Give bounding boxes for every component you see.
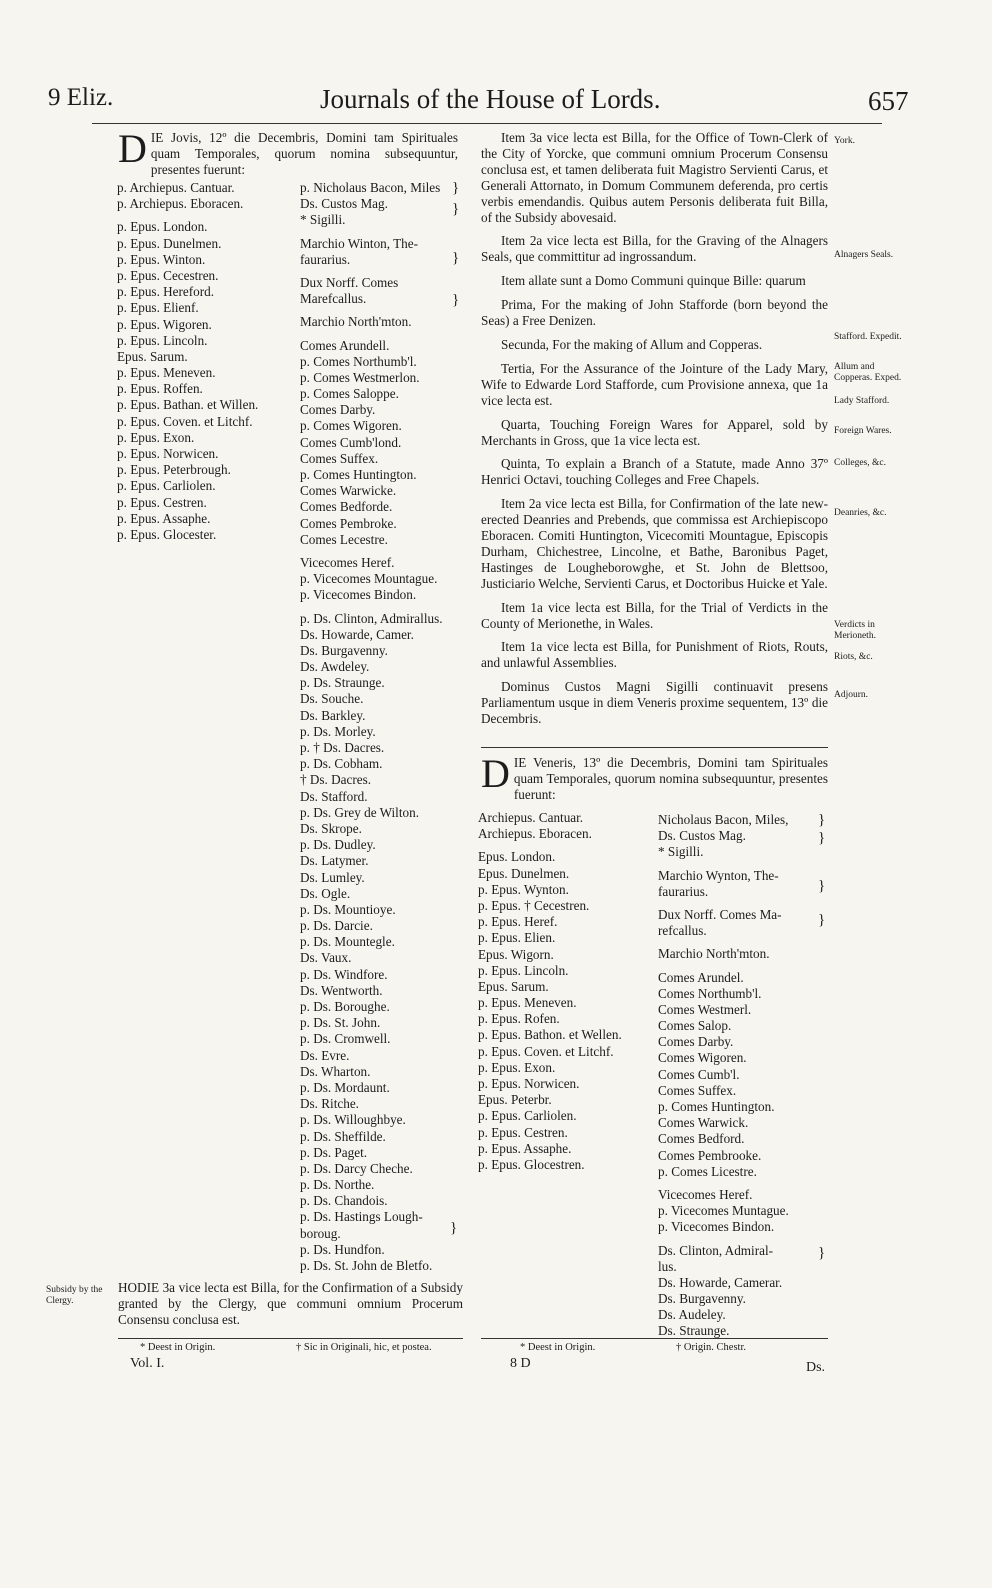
session-intro-left: [118, 126, 458, 178]
bracket: }: [450, 1220, 458, 1236]
sidenote: Alnagers Seals.: [834, 250, 894, 260]
list-item: Comes Bedforde.: [300, 499, 393, 515]
list-item: p. † Ds. Dacres.: [300, 740, 385, 755]
list-gap: [300, 331, 443, 338]
list-item: p. Ds. Willoughbye.: [300, 1112, 406, 1128]
list-item: Ds. Howarde, Camerar.: [658, 1274, 783, 1290]
list-item: p. Ds. Mordaunt.: [300, 1079, 390, 1095]
list-item: Ds. Latymer.: [300, 853, 369, 869]
list-item: p. Epus. Assaphe.: [117, 510, 211, 526]
volume-signature: Vol. I.: [130, 1356, 165, 1371]
list-item: p. Epus. Lincoln.: [117, 332, 208, 348]
header-rule: [92, 123, 882, 124]
list-item: p. Epus. Cestren.: [478, 1124, 568, 1140]
catchword: Ds.: [806, 1360, 826, 1375]
paragraph: Secunda, For the making of Allum and Copperas.: [501, 336, 763, 352]
list-item: Marefcallus.: [300, 291, 367, 307]
list-gap: [300, 548, 443, 555]
paragraph: Prima, For the making of John Stafforde (born beyond the Seas) a Free Denizen.: [481, 297, 828, 329]
list-gap: [300, 268, 443, 275]
list-item: Ds. Souche.: [300, 691, 364, 707]
list-item: p. Ds. Paget.: [300, 1144, 368, 1160]
list-item: p. Archiepus. Cantuar.: [117, 180, 235, 195]
list-item: † Ds. Dacres.: [300, 772, 372, 788]
list-item: p. Comes Wigoren.: [300, 418, 402, 434]
paragraph: Dominus Custos Magni Sigilli continuavit presens Parliamentum usque in diem Veneris proxime sequentem, 13º die Decembris.: [481, 679, 828, 727]
list-item: p. Ds. Boroughe.: [300, 999, 390, 1014]
list-item: p. Vicecomes Bindon.: [300, 587, 417, 603]
list-item: p. Epus. Bathon. et Wellen.: [478, 1027, 622, 1043]
list-item: p. Epus. Elien.: [478, 930, 556, 946]
list-item: p. Ds. Windfore.: [300, 966, 388, 982]
list-item: Ds. Custos Mag.: [300, 196, 388, 212]
list-item: Marchio North'mton.: [658, 946, 770, 962]
list-item: Comes Cumb'lond.: [300, 434, 402, 450]
list-item: p. Ds. Hundfon.: [300, 1241, 385, 1257]
footnote-rule: [481, 1338, 828, 1339]
list-item: p. Epus. Roffen.: [117, 381, 203, 397]
list-item: Ds. Wharton.: [300, 1063, 371, 1079]
sidenote-subsidy: Subsidy by the Clergy.: [46, 1285, 103, 1306]
list-gap: [658, 1236, 789, 1243]
list-item: p. Ds. Darcy Cheche.: [300, 1160, 413, 1176]
list-item: Vicecomes Heref.: [300, 554, 395, 570]
list-item: Comes Northumb'l.: [658, 985, 762, 1001]
bracket: }: [452, 201, 460, 217]
list-item: Comes Arundel.: [658, 969, 744, 985]
list-item: Ds. Custos Mag.: [658, 828, 746, 844]
list-item: p. Comes Westmerlon.: [300, 369, 420, 385]
list-item: Ds. Stafford.: [300, 788, 368, 804]
list-item: p. Ds. Hastings Lough-: [300, 1209, 423, 1225]
list-item: refcallus.: [658, 923, 707, 939]
temporal-lords-list-right: [658, 812, 789, 1340]
list-item: p. Epus. Dunelmen.: [117, 235, 222, 251]
footnote: † Origin. Chestr.: [676, 1342, 746, 1353]
list-item: p. Ds. Northe.: [300, 1177, 375, 1193]
sidenote: Foreign Wares.: [834, 426, 892, 436]
sidenote: Riots, &c.: [834, 652, 873, 662]
list-item: p. Ds. Morley.: [300, 723, 376, 739]
list-item: p. Comes Saloppe.: [300, 386, 399, 402]
list-item: Comes Warwick.: [658, 1115, 749, 1131]
list-gap: [478, 842, 622, 849]
list-item: p. Ds. Mountegle.: [300, 934, 395, 950]
footnote: * Deest in Origin.: [140, 1342, 216, 1353]
list-item: p. Vicecomes Bindon.: [658, 1219, 775, 1235]
list-gap: [300, 229, 443, 236]
list-item: p. Ds. Cromwell.: [300, 1031, 391, 1047]
list-item: p. Ds. Darcie.: [300, 918, 373, 934]
subsidy-paragraph: HODIE 3a vice lecta est Billa, for the Confirmation of a Subsidy granted by the Clergy, que communi omnium Procerum Consensu conclusa est.: [118, 1280, 463, 1327]
list-gap: [300, 604, 443, 611]
list-item: p. Ds. Dudley.: [300, 837, 376, 853]
intro-text: IE Veneris, 13º die Decembris, Domini tam Spirituales quam Temporales, quorum nomina subsequuntur, presentes fuerunt:: [513, 755, 828, 802]
list-item: p. Epus. Glocester.: [117, 526, 217, 542]
list-item: Epus. Peterbr.: [478, 1092, 552, 1108]
bracket: }: [452, 180, 460, 196]
list-item: p. Ds. Cobham.: [300, 756, 383, 772]
list-item: Dux Norff. Comes: [300, 274, 399, 290]
footnote: † Sic in Originali, hic, et postea.: [296, 1342, 432, 1353]
list-item: Comes Pembrooke.: [658, 1147, 762, 1163]
list-item: Marchio Wynton, The-: [658, 867, 779, 883]
bracket: }: [818, 1245, 826, 1261]
list-item: p. Comes Licestre.: [658, 1163, 757, 1179]
list-item: Epus. Sarum.: [117, 348, 188, 364]
list-item: p. Ds. St. John.: [300, 1015, 381, 1031]
sidenote: Stafford. Expedit.: [834, 332, 902, 342]
paragraph: Quinta, To explain a Branch of a Statute, made Anno 37º Henrici Octavi, touching Colleges and Free Chapels.: [481, 456, 828, 488]
list-item: Comes Darby.: [300, 402, 376, 418]
list-item: Ds. Awdeley.: [300, 659, 370, 675]
list-item: p. Epus. Norwicen.: [478, 1076, 580, 1091]
list-item: Comes Warwicke.: [300, 483, 397, 499]
list-item: Comes Arundell.: [300, 337, 390, 353]
list-gap: [658, 939, 789, 946]
list-item: Epus. Dunelmen.: [478, 865, 570, 881]
paragraph: Item 2a vice lecta est Billa, for Confirmation of the late new-erected Deanries and Prebends, que commissa est Archiepiscopo Eboracen. Comiti Huntington, Vicecomiti Mountague, Episcopis Durham, Chichestree, Lincolne, et Bathe, Baronibus Paget, Hastinges de Lougheborowghe, et St. John de Blettsoo, Justiciario Welche, Servienti Carus, et Doctoribus Huicke et Yale.: [481, 496, 828, 591]
list-item: Vicecomes Heref.: [658, 1186, 753, 1202]
list-item: p. Epus. Cecestren.: [117, 267, 219, 283]
list-item: faurarius.: [300, 251, 351, 267]
list-item: p. Epus. Lincoln.: [478, 962, 569, 978]
gathering-signature: 8 D: [510, 1356, 531, 1371]
list-item: Comes Cumb'l.: [658, 1066, 740, 1082]
list-item: Ds. Burgavenny.: [658, 1291, 746, 1307]
list-item: p. Epus. Winton.: [117, 251, 206, 267]
list-item: Archiepus. Eboracen.: [478, 826, 592, 842]
list-item: p. Nicholaus Bacon, Miles: [300, 180, 441, 195]
list-gap: [300, 307, 443, 314]
list-item: Ds. Howarde, Camer.: [300, 626, 414, 642]
list-item: p. Epus. Peterbrough.: [117, 462, 231, 478]
page-number: 657: [868, 86, 909, 116]
list-item: * Sigilli.: [300, 212, 346, 228]
list-item: p. Comes Huntington.: [658, 1099, 775, 1114]
list-item: Comes Pembroke.: [300, 515, 397, 531]
list-item: p. Vicecomes Muntague.: [658, 1203, 789, 1219]
list-item: p. Epus. Glocestren.: [478, 1156, 585, 1172]
page-title: Journals of the House of Lords.: [320, 84, 661, 114]
paragraph: Item 3a vice lecta est Billa, for the Office of Town-Clerk of the City of Yorcke, que communi omnium Procerum Consensu conclusa est, et tamen deliberata fuit Magistro Servienti Carus, et Generali Attornato, in Domum Communem deferenda, pro certis verbis emendandis. Quibus autem Personis deliberata fuit Billa, of the Subsidy abovesaid.: [481, 130, 828, 225]
list-gap: [117, 212, 258, 219]
spiritual-lords-list-right: [478, 810, 622, 1173]
list-item: Ds. Ogle.: [300, 885, 351, 901]
bracket: }: [818, 912, 826, 928]
list-item: Ds. Vaux.: [300, 950, 352, 966]
list-item: p. Comes Northumb'l.: [300, 353, 417, 369]
drop-cap: D: [118, 126, 147, 171]
list-item: Marchio Winton, The-: [300, 235, 419, 251]
list-item: Marchio North'mton.: [300, 314, 412, 330]
list-item: p. Epus. Exon.: [117, 429, 195, 445]
list-item: p. Epus. Norwicen.: [117, 446, 219, 461]
list-item: p. Ds. Clinton, Admirallus.: [300, 610, 443, 626]
session-intro-right: [481, 751, 828, 803]
bracket: }: [452, 292, 460, 308]
sidenote: Allum and Copperas. Exped.: [834, 362, 902, 383]
sidenote: Adjourn.: [834, 690, 869, 700]
sidenote: Deanries, &c.: [834, 508, 887, 518]
list-item: p. Epus. Carliolen.: [478, 1108, 577, 1124]
list-item: p. Epus. Meneven.: [478, 995, 577, 1011]
list-item: Ds. Evre.: [300, 1047, 350, 1063]
list-item: lus.: [658, 1258, 677, 1274]
list-item: Ds. Lumley.: [300, 869, 365, 885]
list-item: p. Epus. Assaphe.: [478, 1140, 572, 1156]
paragraph: Item 2a vice lecta est Billa, for the Graving of the Alnagers Seals, que committitur ad ingrossandum.: [481, 233, 828, 265]
list-item: Epus. Sarum.: [478, 978, 549, 994]
footnote-rule: [118, 1338, 463, 1339]
intro-text: IE Jovis, 12º die Decembris, Domini tam Spirituales quam Temporales, quorum nomina subsequuntur, presentes fuerunt:: [150, 130, 458, 177]
list-item: p. Epus. Cestren.: [117, 494, 207, 510]
list-item: p. Comes Huntington.: [300, 467, 417, 482]
list-gap: [658, 1180, 789, 1187]
list-item: p. Ds. Chandois.: [300, 1193, 388, 1209]
list-gap: [658, 861, 789, 868]
list-item: Ds. Skrope.: [300, 820, 362, 836]
sidenote: Lady Stafford.: [834, 396, 890, 406]
list-item: p. Epus. † Cecestren.: [478, 897, 590, 913]
list-item: p. Epus. Coven. et Litchf.: [478, 1043, 614, 1059]
list-item: p. Epus. Exon.: [478, 1059, 556, 1075]
list-item: p. Archiepus. Eboracen.: [117, 196, 244, 212]
running-head-left: 9 Eliz.: [48, 84, 114, 111]
list-item: boroug.: [300, 1225, 341, 1241]
paragraph: Tertia, For the Assurance of the Jointure of the Lady Mary, Wife to Edwarde Lord Stafforde, cum Provisione annexa, que 1a vice lecta est.: [481, 360, 828, 408]
list-item: Ds. Straunge.: [658, 1323, 730, 1339]
list-gap: [658, 900, 789, 907]
list-item: Epus. London.: [478, 849, 556, 865]
list-item: p. Ds. Grey de Wilton.: [300, 804, 419, 820]
list-item: Ds. Barkley.: [300, 707, 366, 723]
list-item: p. Epus. Wigoren.: [117, 316, 212, 332]
list-item: faurarius.: [658, 883, 709, 899]
list-item: p. Vicecomes Mountague.: [300, 571, 438, 587]
list-item: p. Epus. London.: [117, 219, 208, 235]
list-item: p. Epus. Rofen.: [478, 1011, 560, 1027]
sidenote: Colleges, &c.: [834, 458, 886, 468]
list-item: p. Ds. Straunge.: [300, 675, 385, 691]
list-gap: [658, 963, 789, 970]
list-item: p. Epus. Wynton.: [478, 881, 569, 897]
list-item: Dux Norff. Comes Ma-: [658, 906, 782, 922]
footnote: * Deest in Origin.: [520, 1342, 596, 1353]
sidenotes-column: [834, 130, 904, 730]
list-item: p. Epus. Meneven.: [117, 365, 216, 381]
list-item: Comes Bedford.: [658, 1131, 745, 1147]
list-item: Comes Wigoren.: [658, 1050, 747, 1066]
paragraph: Quarta, Touching Foreign Wares for Apparel, sold by Merchants in Gross, que 1a vice lecta est.: [481, 416, 828, 448]
list-item: Ds. Ritche.: [300, 1096, 359, 1112]
paragraph: Item allate sunt a Domo Communi quinque Bille: quarum: [501, 273, 806, 289]
list-item: Comes Lecestre.: [300, 531, 388, 547]
sidenote: Verdicts in Merioneth.: [834, 620, 876, 641]
list-item: Ds. Clinton, Admiral-: [658, 1242, 774, 1258]
sidenote: York.: [834, 136, 855, 146]
list-item: p. Ds. Sheffilde.: [300, 1128, 386, 1144]
list-item: Comes Westmerl.: [658, 1001, 752, 1017]
list-item: p. Epus. Hereford.: [117, 284, 215, 300]
list-item: Comes Salop.: [658, 1018, 732, 1034]
bracket: }: [818, 878, 826, 894]
list-item: Epus. Wigorn.: [478, 946, 554, 962]
list-item: p. Epus. Elienf.: [117, 300, 199, 316]
list-item: Comes Darby.: [658, 1034, 734, 1050]
list-item: Ds. Burgavenny.: [300, 642, 388, 658]
spiritual-lords-list-left: [117, 180, 258, 543]
list-item: p. Epus. Heref.: [478, 914, 558, 930]
list-item: Ds. Audeley.: [658, 1307, 726, 1323]
list-item: Comes Suffex.: [658, 1082, 737, 1098]
section-rule: [481, 747, 828, 748]
temporal-lords-list-left: [300, 180, 443, 1274]
list-item: p. Epus. Coven. et Litchf.: [117, 413, 253, 429]
list-item: p. Epus. Carliolen.: [117, 478, 216, 494]
list-item: Archiepus. Cantuar.: [478, 810, 584, 825]
list-item: p. Epus. Bathan. et Willen.: [117, 397, 259, 413]
bracket: }: [818, 812, 826, 828]
paragraph: Item 1a vice lecta est Billa, for the Trial of Verdicts in the County of Merionethe, in Wales.: [481, 599, 828, 631]
list-item: Nicholaus Bacon, Miles,: [658, 812, 789, 827]
list-item: Comes Suffex.: [300, 450, 379, 466]
bracket: }: [452, 250, 460, 266]
list-item: p. Ds. Mountioye.: [300, 901, 396, 917]
list-item: * Sigilli.: [658, 844, 704, 860]
list-item: Ds. Wentworth.: [300, 982, 383, 998]
proceedings-text: [481, 130, 828, 735]
list-item: p. Ds. St. John de Bletfo.: [300, 1258, 433, 1273]
bracket: }: [818, 830, 826, 846]
drop-cap: D: [481, 751, 510, 796]
paragraph: Item 1a vice lecta est Billa, for Punishment of Riots, Routs, and unlawful Assemblies.: [481, 639, 828, 671]
